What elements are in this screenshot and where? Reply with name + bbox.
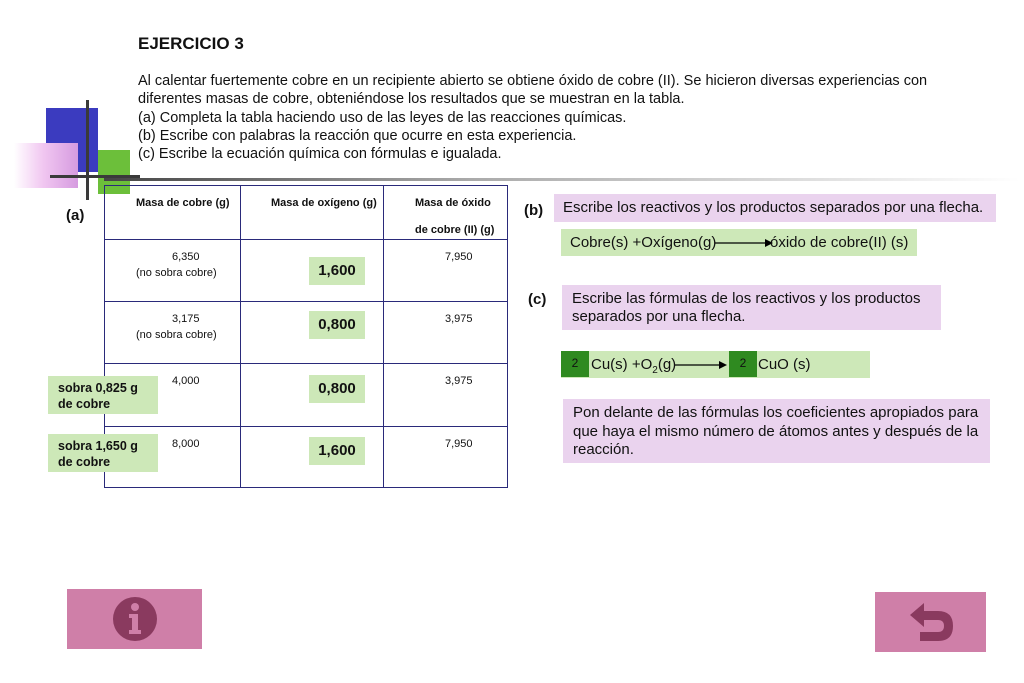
decor-vertical-line bbox=[86, 100, 89, 200]
header-oxido-2: de cobre (II) (g) bbox=[415, 224, 495, 236]
cobre-value: 4,000 bbox=[172, 375, 200, 387]
b-reactants: Cobre(s) +Oxígeno(g) bbox=[570, 234, 717, 251]
note-line: de cobre bbox=[58, 397, 111, 411]
oxigeno-answer[interactable]: 1,600 bbox=[309, 437, 365, 465]
prompt-line: separados por una flecha. bbox=[572, 308, 746, 325]
cobre-value: 6,350 bbox=[172, 251, 200, 263]
equation-product: CuO (s) bbox=[758, 356, 811, 373]
oxido-value: 3,975 bbox=[445, 375, 473, 387]
note-line: de cobre bbox=[58, 455, 111, 469]
label-c: (c) bbox=[528, 291, 547, 308]
b-prompt: Escribe los reactivos y los productos separados por una flecha. bbox=[554, 194, 996, 222]
header-cobre: Masa de cobre (g) bbox=[136, 197, 230, 209]
info-icon bbox=[112, 596, 158, 642]
info-button[interactable] bbox=[67, 589, 202, 649]
hint-line: que haya el mismo número de átomos antes y después de la bbox=[573, 422, 979, 440]
oxido-value: 3,975 bbox=[445, 313, 473, 325]
statement-line: (b) Escribe con palabras la reacción que ocurre en esta experiencia. bbox=[138, 127, 577, 144]
cobre-value: 8,000 bbox=[172, 438, 200, 450]
excess-note bbox=[48, 434, 158, 472]
header-divider bbox=[104, 178, 1020, 181]
label-b: (b) bbox=[524, 202, 544, 219]
oxido-value: 7,950 bbox=[445, 438, 473, 450]
b-answer bbox=[561, 229, 917, 256]
coefficient-box[interactable]: 2 bbox=[561, 351, 589, 377]
coefficient-box[interactable]: 2 bbox=[729, 351, 757, 377]
cobre-value: 3,175 bbox=[172, 313, 200, 325]
oxido-value: 7,950 bbox=[445, 251, 473, 263]
data-table bbox=[104, 185, 508, 488]
cobre-note: (no sobra cobre) bbox=[136, 329, 217, 341]
statement-line: diferentes masas de cobre, obteniéndose los resultados que se muestran en la tabla. bbox=[138, 91, 685, 108]
return-arrow-icon bbox=[906, 599, 956, 645]
hint-line: Pon delante de las fórmulas los coeficientes apropiados para bbox=[573, 404, 979, 421]
c-hint bbox=[563, 399, 990, 463]
statement-line: (a) Completa la tabla haciendo uso de las leyes de las reacciones químicas. bbox=[138, 109, 627, 126]
prompt-line: Escribe las fórmulas de los reactivos y los productos bbox=[572, 290, 921, 307]
arrow-icon bbox=[675, 359, 727, 371]
oxigeno-answer[interactable]: 0,800 bbox=[309, 375, 365, 403]
note-line: sobra 0,825 g bbox=[58, 381, 138, 395]
statement-line: (c) Escribe la ecuación química con fórmulas e igualada. bbox=[138, 146, 502, 163]
oxigeno-answer[interactable]: 0,800 bbox=[309, 311, 365, 339]
c-prompt bbox=[562, 285, 941, 330]
arrow-icon bbox=[715, 237, 773, 249]
header-oxigeno: Masa de oxígeno (g) bbox=[271, 197, 377, 209]
equation-reactants: $Cu(s) +O_2(g)$ bbox=[591, 356, 677, 376]
oxigeno-answer[interactable]: 1,600 bbox=[309, 257, 365, 285]
note-line: sobra 1,650 g bbox=[58, 439, 138, 453]
statement-line: Al calentar fuertemente cobre en un recipiente abierto se obtiene óxido de cobre (II). Se hicieron diversas experiencias con bbox=[138, 73, 928, 89]
c-equation bbox=[561, 351, 870, 378]
page-title: EJERCICIO 3 bbox=[138, 34, 244, 53]
cobre-note: (no sobra cobre) bbox=[136, 267, 217, 279]
excess-note bbox=[48, 376, 158, 414]
back-button[interactable] bbox=[875, 592, 986, 652]
decor-pink-square bbox=[14, 143, 78, 188]
b-products: óxido de cobre(II) (s) bbox=[770, 234, 909, 251]
label-a: (a) bbox=[66, 207, 85, 224]
exercise-statement bbox=[138, 72, 998, 163]
hint-line: reacción. bbox=[573, 441, 634, 458]
header-oxido: Masa de óxido bbox=[415, 197, 491, 209]
